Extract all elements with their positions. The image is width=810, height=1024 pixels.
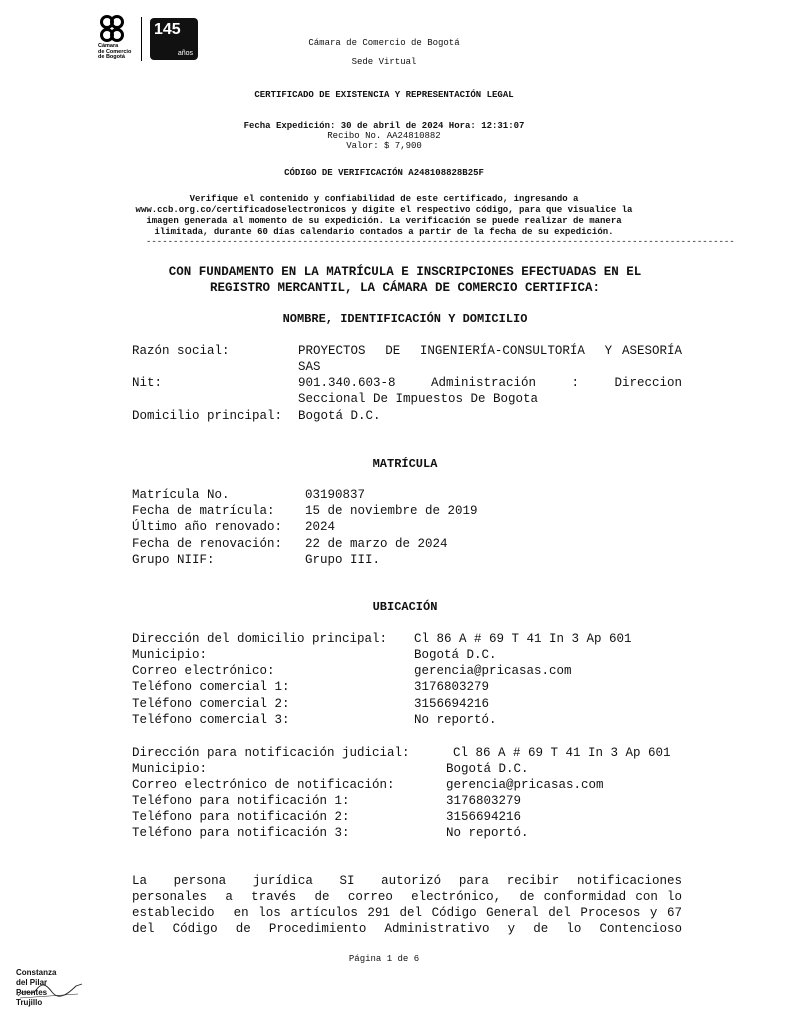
ubicacion-value: Cl 86 A # 69 T 41 In 3 Ap 601	[414, 632, 632, 646]
nit-value: 901.340.603-8 Administración : Direccion	[298, 376, 682, 390]
judicial-value: Bogotá D.C.	[446, 762, 529, 776]
razon-social-value-cont: SAS	[298, 360, 321, 374]
paragraph-line: personales a través de correo electrónico, de conformidad con lo	[132, 890, 682, 904]
matricula-label: Fecha de renovación:	[132, 537, 283, 551]
matricula-value: 15 de noviembre de 2019	[305, 504, 478, 518]
intro-line: CON FUNDAMENTO EN LA MATRÍCULA E INSCRIPCIONES EFECTUADAS EN EL	[168, 265, 642, 279]
matricula-value: 2024	[305, 520, 336, 534]
domicilio-value: Bogotá D.C.	[298, 409, 381, 423]
anniversary-number: 145	[154, 21, 181, 38]
phone-value: No reportó.	[414, 713, 497, 727]
ubicacion-label: Teléfono comercial 3:	[132, 713, 290, 727]
matricula-label: Último año renovado:	[132, 520, 283, 534]
signature-name-line: Constanza	[16, 968, 57, 977]
judicial-label: Teléfono para notificación 1:	[132, 794, 350, 808]
page-number: Página 1 de 6	[348, 954, 420, 964]
phone-value: No reportó.	[446, 826, 529, 840]
ubicacion-label: Municipio:	[132, 648, 208, 662]
email-value: gerencia@pricasas.com	[446, 778, 604, 792]
signature-name-line: Puentes	[16, 988, 48, 997]
ubicacion-value: Bogotá D.C.	[414, 648, 497, 662]
phone-value: 3156694216	[446, 810, 522, 824]
ccb-logo-line: Cámara	[98, 43, 119, 49]
judicial-label: Municipio:	[132, 762, 208, 776]
signature-name-line: Trujillo	[16, 998, 43, 1007]
separator-line: -------------------------------------------------------------------------------------------------------------	[146, 237, 735, 247]
signature-name-line: del Pilar	[16, 978, 48, 987]
section-title-identification: NOMBRE, IDENTIFICACIÓN Y DOMICILIO	[282, 312, 528, 326]
channel-name: Sede Virtual	[351, 57, 417, 67]
matricula-value: 22 de marzo de 2024	[305, 537, 448, 551]
judicial-label: Teléfono para notificación 2:	[132, 810, 350, 824]
verify-instructions-line: Verifique el contenido y confiabilidad de este certificado, ingresando a	[189, 194, 579, 204]
judicial-value: Cl 86 A # 69 T 41 In 3 Ap 601	[453, 746, 671, 760]
verify-instructions-line: www.ccb.org.co/certificadoselectronicos y digite el respectivo código, para que visualice la	[135, 205, 633, 215]
ubicacion-label: Teléfono comercial 1:	[132, 680, 290, 694]
domicilio-label: Domicilio principal:	[132, 409, 283, 423]
paragraph-line: del Código de Procedimiento Administrativo y de lo Contencioso	[132, 922, 682, 936]
intro-line: REGISTRO MERCANTIL, LA CÁMARA DE COMERCIO CERTIFICA:	[209, 281, 601, 295]
nit-value-cont: Seccional De Impuestos De Bogota	[298, 392, 539, 406]
razon-social-value: PROYECTOS DE INGENIERÍA-CONSULTORÍA Y ASESORÍA	[298, 344, 682, 358]
judicial-label: Correo electrónico de notificación:	[132, 778, 395, 792]
judicial-label: Dirección para notificación judicial:	[132, 746, 410, 760]
certificate-value: Valor: $ 7,900	[346, 141, 422, 151]
issue-date: Fecha Expedición: 30 de abril de 2024 Hora: 12:31:07	[243, 121, 525, 131]
phone-value: 3176803279	[414, 680, 490, 694]
matricula-value: Grupo III.	[305, 553, 381, 567]
certificate-title: CERTIFICADO DE EXISTENCIA Y REPRESENTACIÓN LEGAL	[254, 90, 514, 100]
razon-social-label: Razón social:	[132, 344, 230, 358]
ubicacion-label: Teléfono comercial 2:	[132, 697, 290, 711]
phone-value: 3176803279	[446, 794, 522, 808]
receipt-number: Recibo No. AA24810882	[327, 131, 441, 141]
matricula-value: 03190837	[305, 488, 366, 502]
verify-instructions-line: ilimitada, durante 60 días calendario contados a partir de la fecha de su expedición.	[154, 227, 614, 237]
email-value: gerencia@pricasas.com	[414, 664, 572, 678]
signature-scribble-icon	[16, 976, 86, 1002]
matricula-label: Grupo NIIF:	[132, 553, 215, 567]
paragraph-line: establecido en los artículos 291 del Código General del Procesos y 67	[132, 906, 682, 920]
matricula-label: Matrícula No.	[132, 488, 230, 502]
verification-code: CÓDIGO DE VERIFICACIÓN A248108828B25F	[284, 168, 484, 178]
nit-label: Nit:	[132, 376, 163, 390]
judicial-label: Teléfono para notificación 3:	[132, 826, 350, 840]
phone-value: 3156694216	[414, 697, 490, 711]
anniversary-suffix: años	[177, 50, 193, 57]
matricula-label: Fecha de matrícula:	[132, 504, 275, 518]
ubicacion-label: Dirección del domicilio principal:	[132, 632, 388, 646]
signature	[16, 968, 86, 1008]
verify-instructions-line: imagen generada al momento de su expedición. La verificación se puede realizar de manera	[146, 216, 622, 226]
section-title-ubicacion: UBICACIÓN	[372, 600, 438, 614]
institution-name: Cámara de Comercio de Bogotá	[308, 38, 460, 48]
paragraph-line: La persona jurídica SI autorizó para recibir notificaciones	[132, 874, 682, 888]
ubicacion-label: Correo electrónico:	[132, 664, 275, 678]
ccb-logo-line: de Comercio	[98, 48, 132, 55]
ccb-logo-line: de Bogotá	[98, 54, 125, 60]
section-title-matricula: MATRÍCULA	[372, 457, 438, 471]
